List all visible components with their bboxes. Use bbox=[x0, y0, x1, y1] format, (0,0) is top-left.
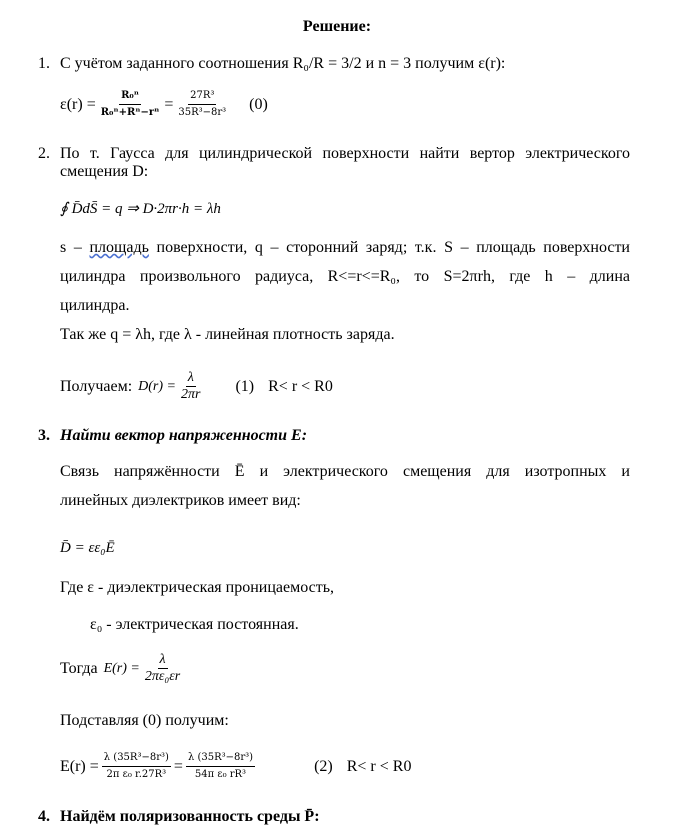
paragraph-line: Подставляя (0) получим: bbox=[60, 712, 229, 729]
formula-then bbox=[60, 652, 185, 685]
where-line: ε₀ - электрическая постоянная. bbox=[90, 616, 299, 633]
range: R< r < R0 bbox=[346, 757, 412, 775]
formula-lhs: ε(r) = bbox=[60, 95, 96, 113]
item-1-number: 1. bbox=[38, 55, 50, 72]
equals-sign: = bbox=[173, 757, 183, 775]
fraction-numerator: λ bbox=[187, 370, 194, 385]
formula-0 bbox=[60, 88, 268, 121]
formula-lhs: E(r) = bbox=[103, 660, 140, 676]
where-line: Где ε - диэлектрическая проницаемость, bbox=[60, 579, 335, 596]
fraction-numerator: λ (35R³−8r³) bbox=[102, 750, 171, 767]
text: s – bbox=[60, 239, 82, 256]
paragraph-line: цилиндра произвольного радиуса, R<=r<=R₀, то S=2πrh, где h – длина bbox=[60, 268, 630, 285]
fraction-denominator: R₀ⁿ+Rⁿ−rⁿ bbox=[100, 107, 160, 118]
paragraph-line: линейных диэлектриков имеет вид: bbox=[60, 492, 301, 509]
fraction-denominator: 2π ε₀ r.27R³ bbox=[106, 769, 167, 780]
paragraph-line: цилиндра. bbox=[60, 297, 130, 314]
label: Тогда bbox=[60, 659, 98, 677]
d-formula: D̄ = εε₀Ē bbox=[60, 540, 115, 556]
formula-1 bbox=[60, 370, 333, 403]
fraction-denominator: 2πε₀εr bbox=[144, 669, 181, 684]
formula-lhs: E(r) = bbox=[60, 757, 99, 775]
fraction-denominator: 35R³−8r³ bbox=[178, 107, 227, 118]
item-2-number: 2. bbox=[38, 145, 50, 162]
range: R< r < R0 bbox=[268, 377, 333, 395]
equation-tag: (0) bbox=[249, 95, 268, 113]
formula-2 bbox=[60, 750, 411, 783]
page-title: Решение: bbox=[302, 18, 372, 35]
paragraph-line bbox=[60, 239, 630, 257]
fraction-numerator: 27R³ bbox=[188, 88, 216, 105]
item-4-number: 4. bbox=[38, 808, 50, 825]
item-1-text: С учётом заданного соотношения R₀/R = 3/2 и n = 3 получим ε(r): bbox=[60, 55, 506, 72]
fraction-numerator: λ bbox=[159, 652, 166, 667]
fraction-denominator: 2πr bbox=[181, 387, 201, 402]
fraction-denominator: 54π ε₀ rR³ bbox=[194, 769, 247, 780]
item-2-line-1: По т. Гаусса для цилиндрической поверхности найти вертор электрического bbox=[60, 145, 630, 162]
item-3-title: Найти вектор напряженности E: bbox=[60, 427, 308, 444]
paragraph-line: Так же q = λh, где λ - линейная плотность заряда. bbox=[60, 326, 395, 343]
text: поверхности, q – сторонний заряд; т.к. S – площадь поверхности bbox=[156, 239, 630, 256]
gauss-formula: ∮ D̄dS̄ = q ⇒ D·2πr·h = λh bbox=[60, 201, 221, 217]
equation-tag: (1) bbox=[235, 377, 255, 395]
paragraph-line: Связь напряжённости Ē и электрического смещения для изотропных и bbox=[60, 463, 630, 480]
formula-lhs: D(r) = bbox=[138, 378, 176, 394]
fraction-numerator: R₀ⁿ bbox=[119, 88, 141, 105]
spellcheck-word: площадь bbox=[89, 239, 149, 256]
fraction-numerator: λ (35R³−8r³) bbox=[186, 750, 255, 767]
label: Получаем: bbox=[60, 377, 133, 395]
item-4-title: Найдём поляризованность среды P̄: bbox=[60, 808, 320, 825]
equation-tag: (2) bbox=[314, 757, 333, 775]
equals-sign: = bbox=[164, 95, 174, 113]
item-3-number: 3. bbox=[38, 427, 50, 444]
item-2-line-2: смещения D: bbox=[60, 163, 149, 180]
